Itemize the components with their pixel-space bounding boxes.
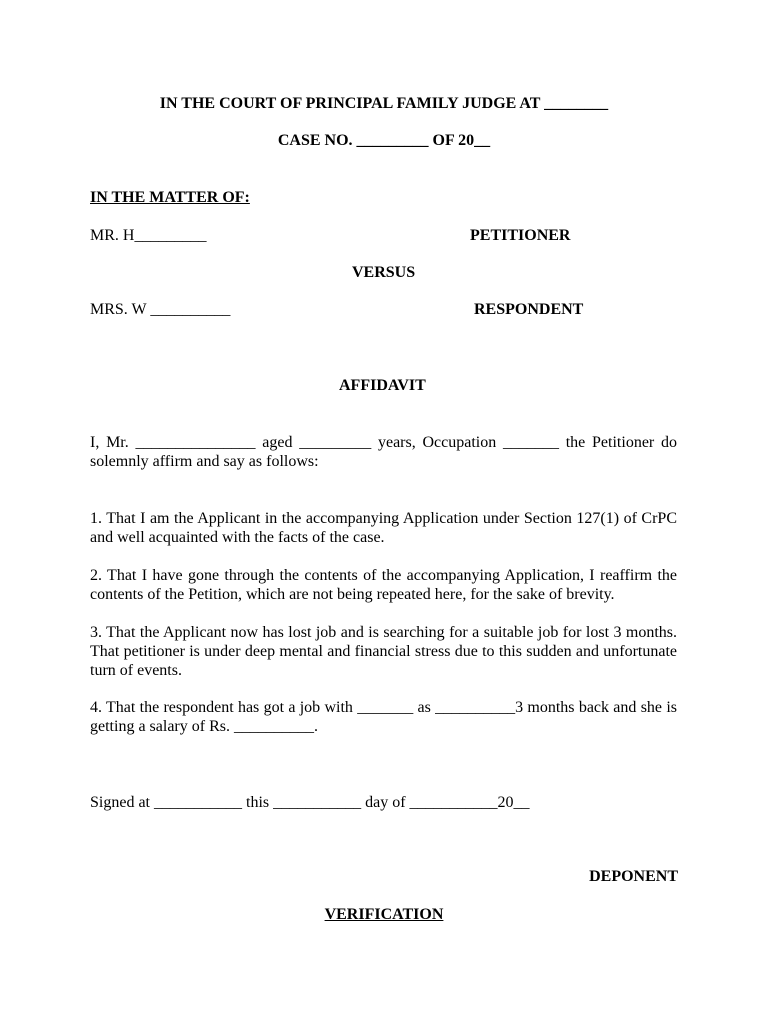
deponent-label: DEPONENT: [589, 868, 678, 885]
signed-line: Signed at ___________ this ___________ day of ___________20__: [90, 794, 530, 811]
affidavit-title: AFFIDAVIT: [339, 377, 426, 394]
respondent-name: MRS. W __________: [90, 301, 231, 318]
case-number: CASE NO. _________ OF 20__: [277, 132, 491, 149]
affidavit-intro: I, Mr. _______________ aged _________ years, Occupation _______ the Petitioner do solemnly affirm and say as follows:: [90, 434, 677, 470]
petitioner-name: MR. H_________: [90, 227, 207, 244]
affidavit-point-3: 3. That the Applicant now has lost job and is searching for a suitable job for lost 3 months. That petitioner is under deep mental and financial stress due to this sudden and unfortunate turn of events.: [90, 624, 677, 679]
matter-heading: IN THE MATTER OF:: [90, 189, 250, 206]
versus-label: VERSUS: [352, 264, 416, 281]
petitioner-role: PETITIONER: [470, 227, 571, 244]
affidavit-point-4: 4. That the respondent has got a job with _______ as __________3 months back and she is getting a salary of Rs. __________.: [90, 699, 677, 735]
affidavit-point-2: 2. That I have gone through the contents of the accompanying Application, I reaffirm the contents of the Petition, which are not being repeated here, for the sake of brevity.: [90, 567, 677, 603]
affidavit-point-1: 1. That I am the Applicant in the accompanying Application under Section 127(1) of CrPC and well acquainted with the facts of the case.: [90, 510, 677, 546]
court-heading: IN THE COURT OF PRINCIPAL FAMILY JUDGE AT ________: [159, 95, 609, 112]
respondent-role: RESPONDENT: [474, 301, 584, 318]
verification-title: VERIFICATION: [324, 906, 444, 923]
